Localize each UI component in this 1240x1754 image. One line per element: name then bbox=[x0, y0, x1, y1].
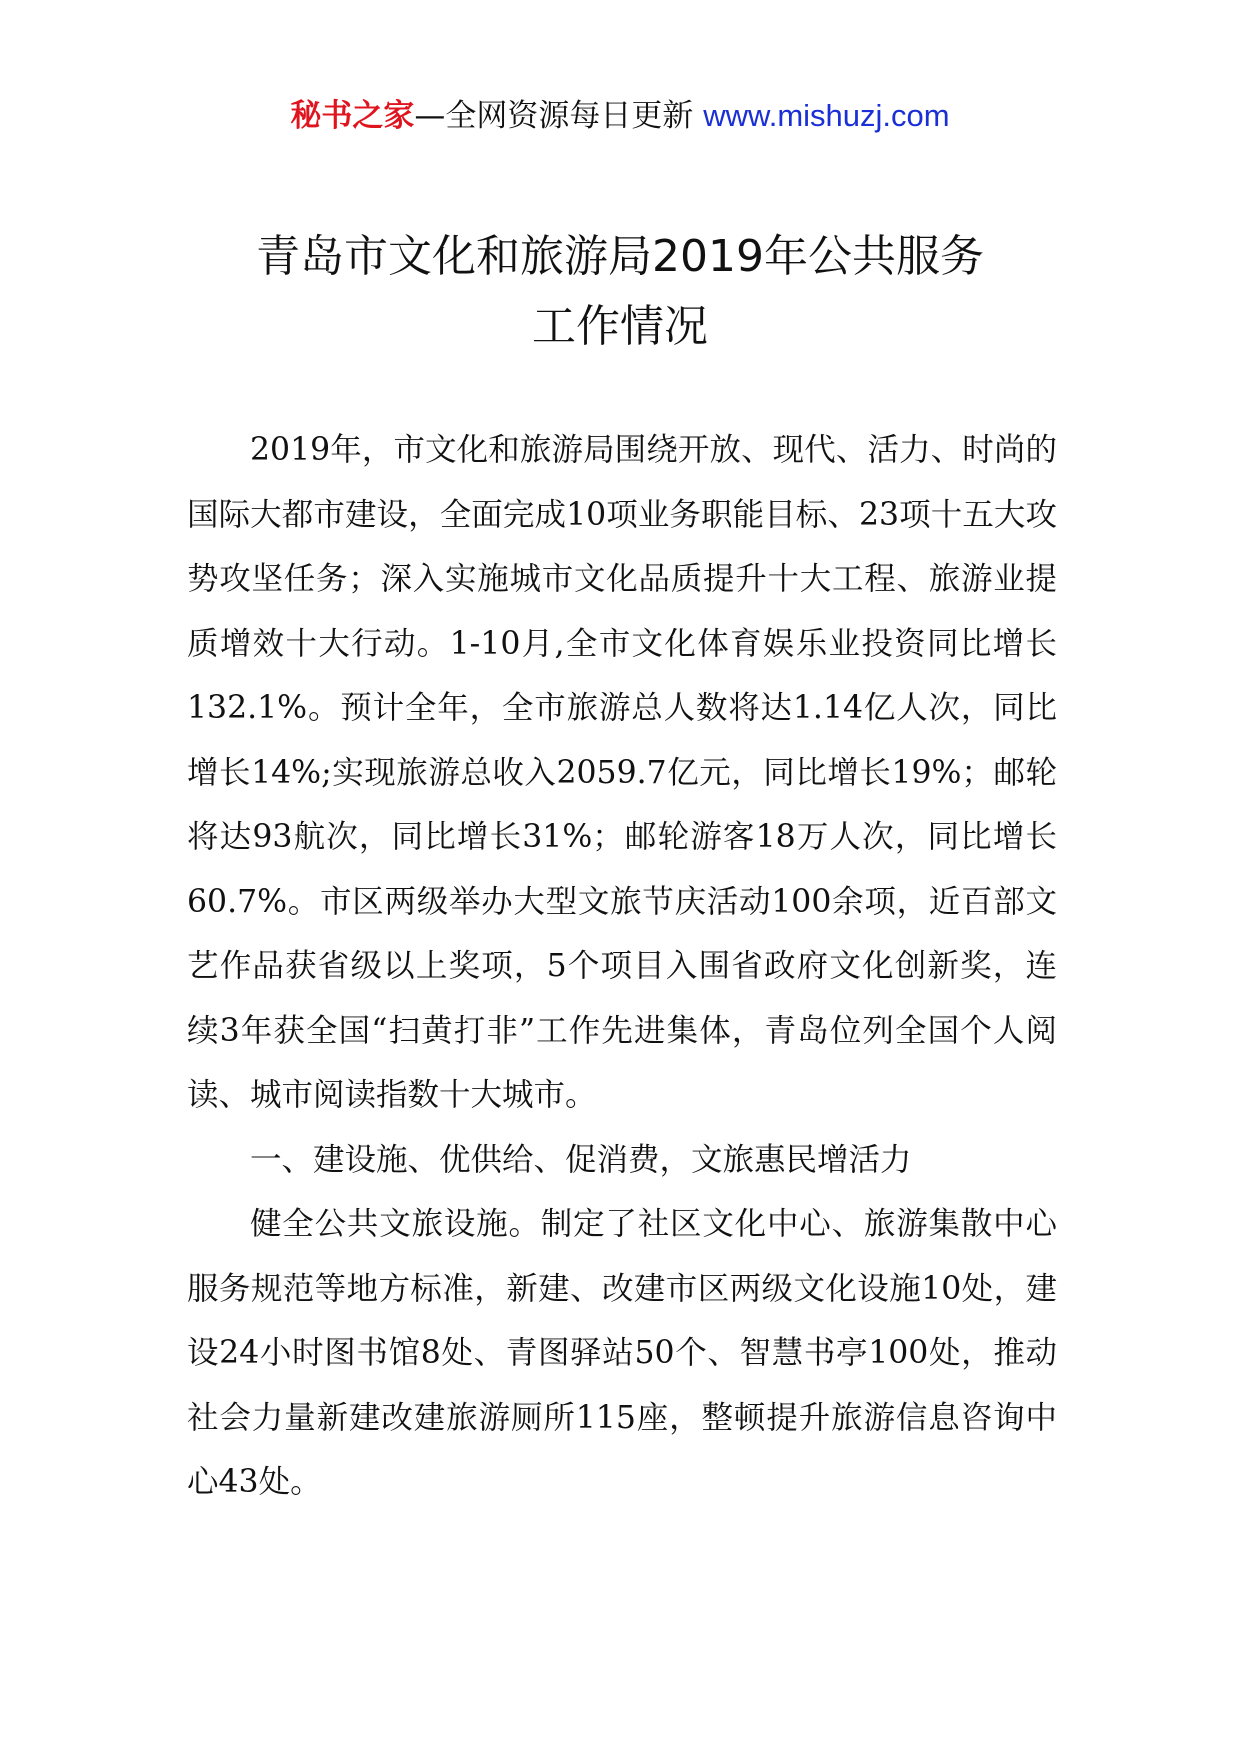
header-tagline: —全网资源每日更新 bbox=[414, 98, 694, 134]
brand-name: 秘书之家 bbox=[290, 98, 415, 134]
document-title bbox=[0, 222, 1240, 362]
section-heading: 一、建设施、优供给、促消费，文旅惠民增活力 bbox=[250, 1141, 912, 1178]
site-url-link[interactable]: www.mishuzj.com bbox=[703, 98, 950, 133]
title-line-2: 工作情况 bbox=[532, 301, 708, 352]
title-line-1: 青岛市文化和旅游局2019年公共服务 bbox=[256, 231, 984, 282]
intro-paragraph: 2019年，市文化和旅游局围绕开放、现代、活力、时尚的国际大都市建设，全面完成10项业务职能目标、23项十五大攻势攻坚任务；深入实施城市文化品质提升十大工程、旅游业提质增效十大行动。1-10月,全市文化体育娱乐业投资同比增长132.1%。预计全年，全市旅游总人数将达1.14亿人次，同比增长14%;实现旅游总收入2059.7亿元，同比增长19%；邮轮将达93航次，同比增长31%；邮轮游客18万人次，同比增长60.7%。市区两级举办大型文旅节庆活动100余项，近百部文艺作品获省级以上奖项，5个项目入围省政府文化创新奖，连续3年获全国“扫黄打非”工作先进集体，青岛位列全国个人阅读、城市阅读指数十大城市。 bbox=[187, 432, 1057, 1113]
document-body bbox=[187, 418, 1057, 1515]
section-paragraph: 健全公共文旅设施。制定了社区文化中心、旅游集散中心服务规范等地方标准，新建、改建市区两级文化设施10处，建设24小时图书馆8处、青图驿站50个、智慧书亭100处，推动社会力量新建改建旅游厕所115座，整顿提升旅游信息咨询中心43处。 bbox=[187, 1206, 1057, 1500]
site-header bbox=[0, 96, 1240, 136]
